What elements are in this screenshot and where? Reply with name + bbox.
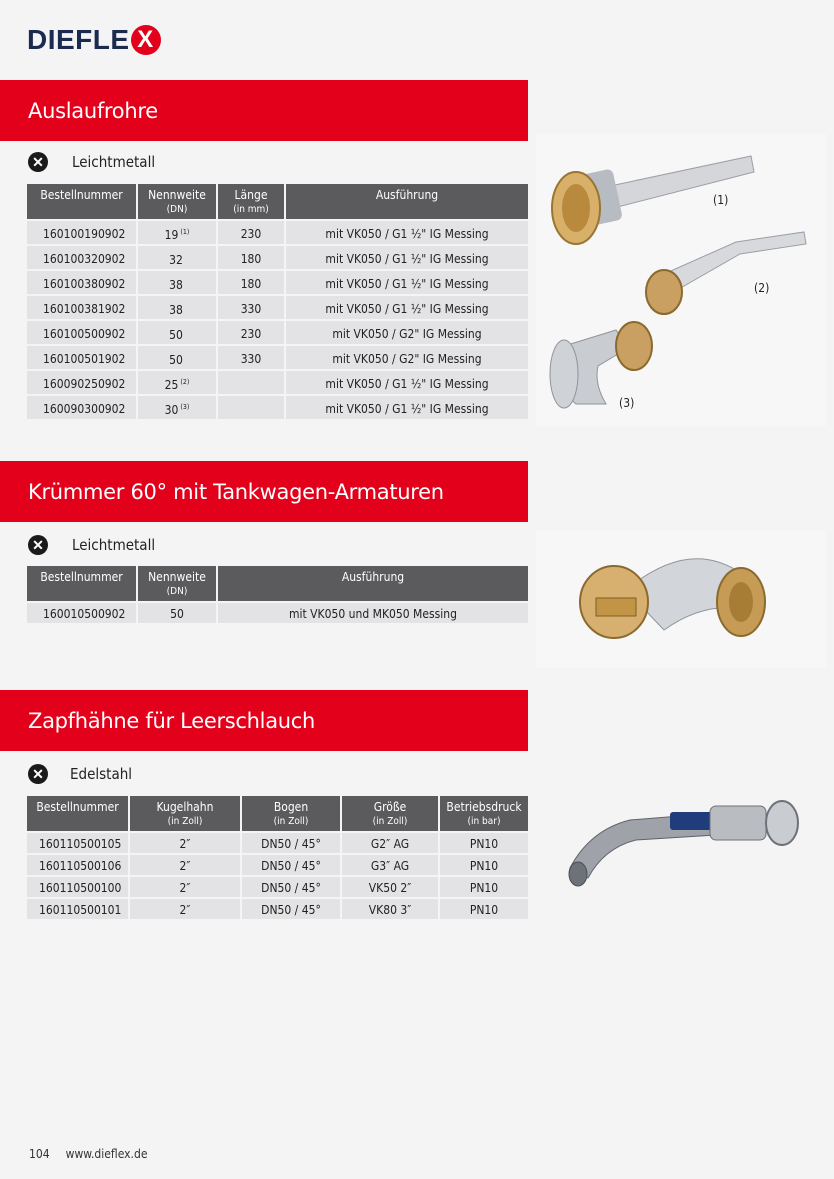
col-header: Größe (in Zoll)	[342, 796, 440, 831]
col-header: Bestellnummer	[27, 184, 138, 219]
product-photo-auslaufrohre	[536, 134, 826, 426]
material-text: Edelstahl	[70, 765, 133, 783]
material-label	[28, 152, 155, 172]
callout-3: (3)	[619, 396, 635, 410]
col-header: Nennweite (DN)	[138, 566, 218, 601]
page-number: 104	[29, 1147, 50, 1161]
x-circle-icon: ✕	[28, 535, 48, 555]
col-header: Bogen (in Zoll)	[242, 796, 342, 831]
col-header: Nennweite (DN)	[138, 184, 218, 219]
section-title-kruemmer: Krümmer 60° mit Tankwagen-Armaturen	[0, 461, 528, 522]
table-auslaufrohre	[27, 184, 528, 419]
table-row: 160100190902 19 $^{(1)}$ 230 mit VK050 / G1 ½" IG Messing	[27, 219, 528, 244]
section-title-auslaufrohre: Auslaufrohre	[0, 80, 528, 141]
material-text: Leichtmetall	[72, 536, 156, 554]
section-title-zapfhaehne: Zapfhähne für Leerschlauch	[0, 690, 528, 751]
table-row: 160110500101 2″ DN50 / 45° VK80 3″ PN10	[27, 897, 528, 919]
table-row: 160100501902 50 330 mit VK050 / G2" IG Messing	[27, 344, 528, 369]
material-text: Leichtmetall	[72, 153, 156, 171]
dieflex-logo	[27, 24, 161, 56]
table-header-row	[27, 566, 528, 601]
material-label	[28, 764, 132, 784]
x-circle-icon: ✕	[28, 764, 48, 784]
logo-text: DIEFLE	[27, 24, 130, 55]
callout-1: (1)	[713, 193, 729, 207]
table-row: 160100381902 38 330 mit VK050 / G1 ½" IG Messing	[27, 294, 528, 319]
col-header: Kugelhahn (in Zoll)	[130, 796, 242, 831]
col-header: Betriebsdruck (in bar)	[440, 796, 528, 831]
table-row: 160100320902 32 180 mit VK050 / G1 ½" IG Messing	[27, 244, 528, 269]
table-row: 160090300902 30 $^{(3)}$ mit VK050 / G1 ½" IG Messing	[27, 394, 528, 419]
table-header-row	[27, 796, 528, 831]
table-zapfhaehne	[27, 796, 528, 919]
col-header: Länge (in mm)	[218, 184, 286, 219]
product-photo-kruemmer	[536, 530, 826, 668]
table-row: 160110500106 2″ DN50 / 45° G3″ AG PN10	[27, 853, 528, 875]
callout-2: (2)	[754, 281, 770, 295]
page-footer	[29, 1147, 147, 1161]
col-header: Bestellnummer	[27, 566, 138, 601]
table-header-row	[27, 184, 528, 219]
table-row: 160110500100 2″ DN50 / 45° VK50 2″ PN10	[27, 875, 528, 897]
table-row: 160010500902 50 mit VK050 und MK050 Messing	[27, 601, 528, 623]
material-label	[28, 535, 155, 555]
table-row: 160090250902 25 $^{(2)}$ mit VK050 / G1 ½" IG Messing	[27, 369, 528, 394]
col-header: Bestellnummer	[27, 796, 130, 831]
table-row: 160100380902 38 180 mit VK050 / G1 ½" IG Messing	[27, 269, 528, 294]
product-photo-zapfhahn	[560, 790, 810, 890]
col-header: Ausführung	[286, 184, 528, 219]
table-row: 160100500902 50 230 mit VK050 / G2" IG Messing	[27, 319, 528, 344]
col-header: Ausführung	[218, 566, 528, 601]
x-circle-icon: ✕	[28, 152, 48, 172]
table-kruemmer	[27, 566, 528, 623]
table-row: 160110500105 2″ DN50 / 45° G2″ AG PN10	[27, 831, 528, 853]
logo-x-icon: X	[131, 25, 161, 55]
footer-url: www.dieflex.de	[65, 1147, 148, 1161]
